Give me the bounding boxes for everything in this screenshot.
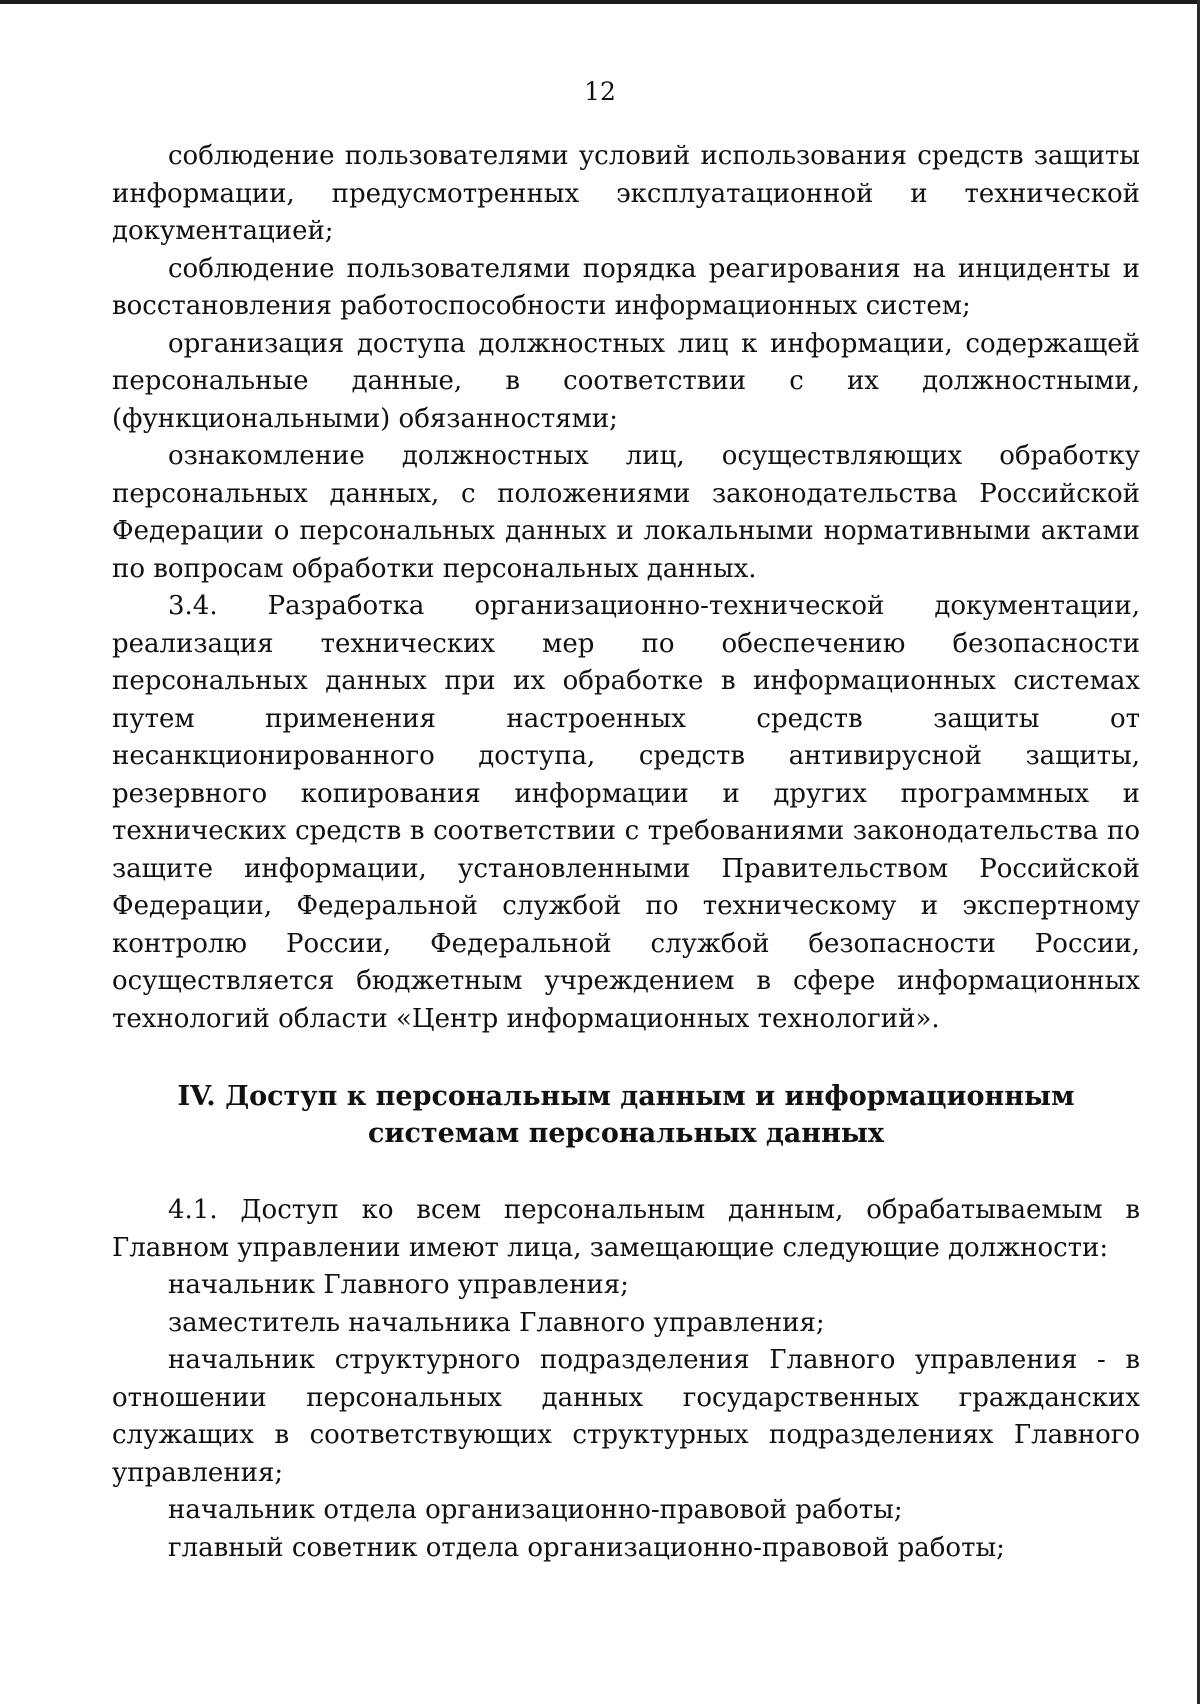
section-4-heading-line-1: IV. Доступ к персональным данным и информационным: [177, 1081, 1075, 1112]
list-item-chief-advisor: главный советник отдела организационно-правовой работы;: [168, 1532, 1005, 1563]
paragraph-4-1: 4.1. Доступ ко всем персональным данным, обрабатываемым в Главном управлении имеют лица, замещающие следующие должности:: [112, 1195, 1140, 1263]
paragraph-access-organization: организация доступа должностных лиц к информации, содержащей персональные данные, в соответствии с их должностными, (функциональными) обязанностями;: [112, 328, 1140, 434]
paragraph-3-4: 3.4. Разработка организационно-технической документации, реализация технических мер по обеспечению безопасности персональных данных при их обработке в информационных системах путем применения настроенных средств защиты от несанкционированного доступа, средств антивирусной защиты, резервного копирования информации и других программных и технических средств в соответствии с требованиями законодательства по защите информации, установленными Правительством Российской Федерации, Федеральной службой по техническому и экспертному контролю России, Федеральной службой безопасности России, осуществляется бюджетным учреждением в сфере информационных технологий области «Центр информационных технологий».: [112, 591, 1140, 1034]
list-item-head: начальник Главного управления;: [168, 1270, 629, 1300]
list-item-dept-head: начальник отдела организационно-правовой работы;: [168, 1495, 903, 1525]
section-4-text: [112, 1192, 1140, 1567]
list-item-deputy-head: заместитель начальника Главного управления;: [168, 1307, 825, 1338]
paragraph-familiarization: ознакомление должностных лиц, осуществляющих обработку персональных данных, с положениями законодательства Российской Федерации о персональных данных и локальными нормативными актами по вопросам обработки персональных данных.: [112, 441, 1140, 584]
section-4-heading-line-2: системам персональных данных: [367, 1118, 884, 1149]
paragraph-incident-response: соблюдение пользователями порядка реагирования на инциденты и восстановления работоспособности информационных систем;: [112, 253, 1140, 321]
page-number: 12: [584, 77, 616, 106]
list-item-unit-head: начальник структурного подразделения Главного управления - в отношении персональных данных государственных гражданских служащих в соответствующих структурных подразделениях Главного управления;: [112, 1345, 1140, 1488]
section-4-heading: [112, 1078, 1140, 1152]
section-3-text: [112, 138, 1140, 1038]
scan-top-border: [0, 0, 1200, 4]
paragraph-security-tools-compliance: соблюдение пользователями условий использования средств защиты информации, предусмотренных эксплуатационной и технической документацией;: [112, 141, 1140, 246]
